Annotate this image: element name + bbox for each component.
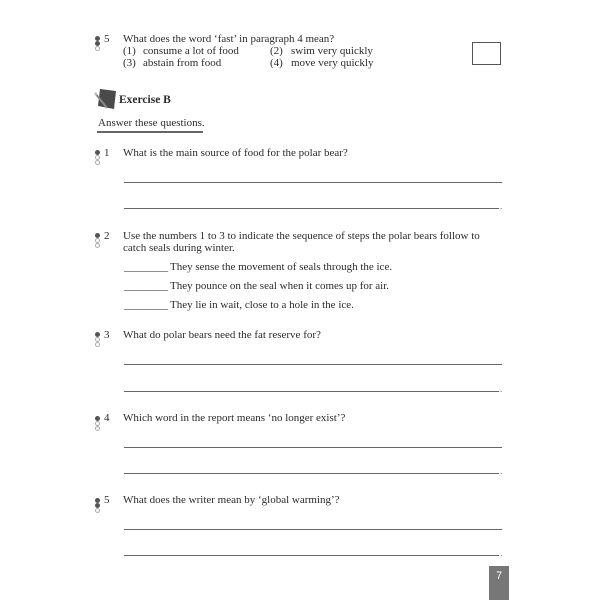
answer-line[interactable] xyxy=(124,529,502,530)
difficulty-dot-empty xyxy=(95,426,100,431)
question-number: 2 xyxy=(104,230,110,242)
answer-line-end: . xyxy=(500,384,503,394)
question-text: What does the word ‘fast’ in paragraph 4 mean? xyxy=(123,33,335,45)
answer-line[interactable] xyxy=(124,182,502,183)
answer-line-end: . xyxy=(500,201,503,211)
answer-line[interactable] xyxy=(124,364,502,365)
difficulty-indicator xyxy=(95,36,101,51)
question-number: 4 xyxy=(104,412,110,424)
answer-line[interactable] xyxy=(124,447,502,448)
option-3-text: abstain from food xyxy=(143,57,222,69)
option-2-label: (2) xyxy=(270,45,283,57)
question-text-line2: catch seals during winter. xyxy=(123,242,235,254)
question-number: 5 xyxy=(104,494,110,506)
sequence-blank[interactable]: ________ xyxy=(124,280,168,292)
sequence-step: They pounce on the seal when it comes up for air. xyxy=(170,280,390,292)
answer-line[interactable] xyxy=(124,473,499,474)
instruction-underline xyxy=(97,131,203,133)
question-text: Which word in the report means ‘no longer exist’? xyxy=(123,412,346,424)
option-4-label: (4) xyxy=(270,57,283,69)
question-text: What does the writer mean by ‘global warming’? xyxy=(123,494,340,506)
option-3-label: (3) xyxy=(123,57,136,69)
difficulty-dot-empty xyxy=(95,342,100,347)
question-number: 1 xyxy=(104,147,110,159)
difficulty-dot-empty xyxy=(95,243,100,248)
instruction-text: Answer these questions. xyxy=(98,117,205,129)
difficulty-dot-empty xyxy=(95,508,100,513)
difficulty-dot-empty xyxy=(95,160,100,165)
difficulty-dot-empty xyxy=(95,46,100,51)
sequence-step: They lie in wait, close to a hole in the ice. xyxy=(170,299,354,311)
page-number: 7 xyxy=(489,566,509,600)
option-4-text: move very quickly xyxy=(291,57,374,69)
option-1-text: consume a lot of food xyxy=(143,45,239,57)
answer-line-end: . xyxy=(500,548,503,558)
answer-line[interactable] xyxy=(124,391,499,392)
question-number: 5 xyxy=(104,33,110,45)
sequence-blank[interactable]: ________ xyxy=(124,299,168,311)
pencil-notebook-icon xyxy=(94,88,118,110)
difficulty-indicator xyxy=(95,416,101,431)
exercise-title: Exercise B xyxy=(119,94,171,106)
answer-line[interactable] xyxy=(124,555,499,556)
question-text-line1: Use the numbers 1 to 3 to indicate the sequence of steps the polar bears follow to xyxy=(123,230,480,242)
answer-line[interactable] xyxy=(124,208,499,209)
option-2-text: swim very quickly xyxy=(291,45,373,57)
sequence-blank[interactable]: ________ xyxy=(124,261,168,273)
answer-line-end: . xyxy=(500,466,503,476)
question-text: What do polar bears need the fat reserve for? xyxy=(123,329,321,341)
difficulty-indicator xyxy=(95,498,101,513)
answer-box[interactable] xyxy=(472,42,501,65)
option-1-label: (1) xyxy=(123,45,136,57)
question-number: 3 xyxy=(104,329,110,341)
sequence-step: They sense the movement of seals through the ice. xyxy=(170,261,393,273)
difficulty-indicator xyxy=(95,150,101,165)
question-text: What is the main source of food for the polar bear? xyxy=(123,147,348,159)
difficulty-indicator xyxy=(95,332,101,347)
difficulty-indicator xyxy=(95,233,101,248)
